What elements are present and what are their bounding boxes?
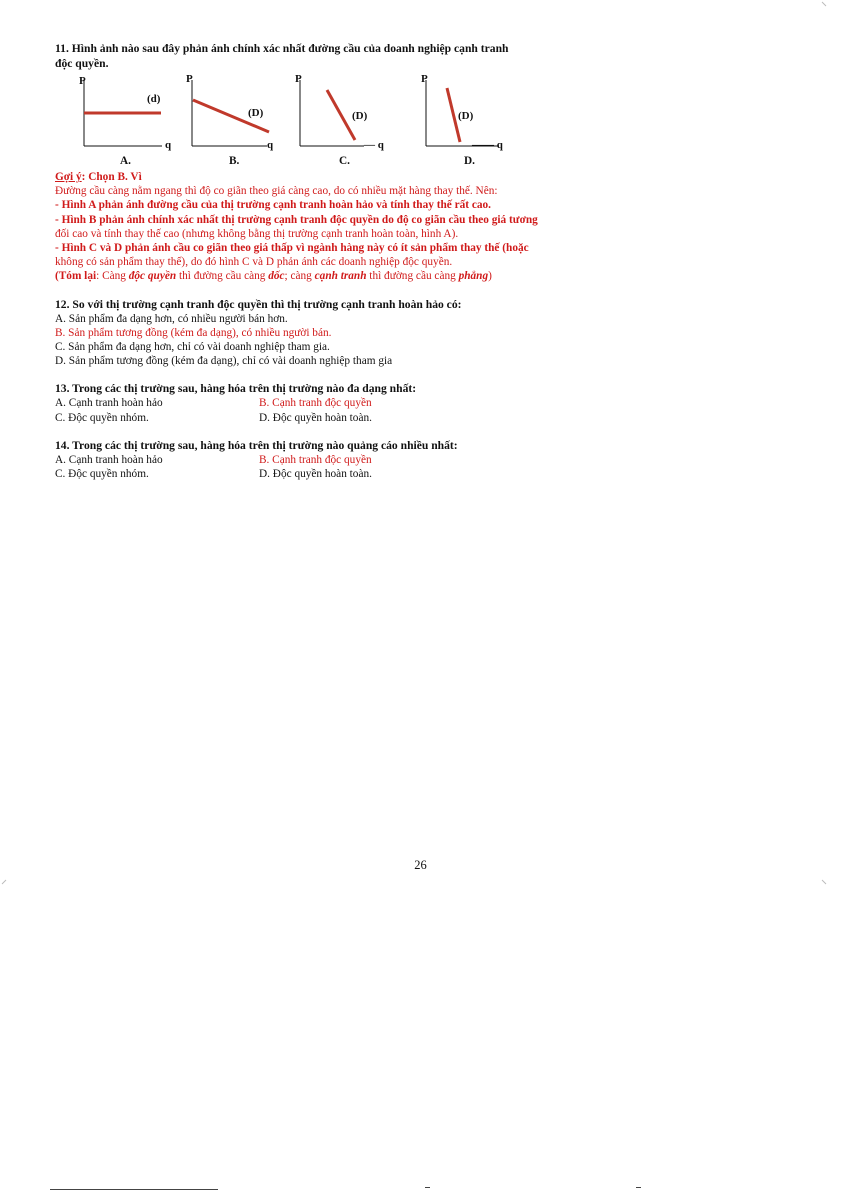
q14-option-b: B. Cạnh tranh độc quyền (259, 453, 372, 466)
graph-c-curve-label: (D) (352, 110, 368, 122)
graph-d-y-label: P (421, 73, 428, 85)
graph-a-y-label: P (79, 75, 86, 87)
q11-title-line2: độc quyền. (55, 57, 109, 70)
summary-part-3: ; càng (284, 270, 315, 283)
q13-title: 13. Trong các thị trường sau, hàng hóa trên thị trường nào đa dạng nhất: (55, 382, 417, 396)
q11-title-line1: 11. Hình ảnh nào sau đây phản ánh chính xác nhất đường cầu của doanh nghiệp cạnh tranh (55, 42, 509, 55)
q14-options-row-2 (55, 467, 595, 481)
summary-emphasis-4: phẳng (458, 270, 489, 283)
footer-tick-1 (425, 1187, 430, 1188)
graph-a (77, 74, 207, 170)
q12-option-c: C. Sản phẩm đa dạng hơn, chỉ có vài doanh nghiệp tham gia. (55, 341, 330, 354)
graph-d-plot (419, 74, 549, 170)
q11-graphs (55, 74, 595, 170)
summary-part-5: ) (488, 270, 492, 283)
explanation-line-6: không có sản phẩm thay thế), do đó hình C và D phản ánh các doanh nghiệp độc quyền. (55, 256, 453, 269)
hint-label: Gợi ý (55, 171, 82, 183)
explanation-line-1: Đường cầu càng nằm ngang thì độ co giãn theo giá càng cao, do có nhiều mặt hàng thay thế. Nên: (55, 185, 498, 198)
graph-d-x-label: —— q (472, 139, 503, 151)
page-number: 26 (414, 858, 427, 872)
q13-option-b: B. Cạnh tranh độc quyền (259, 397, 372, 410)
explanation-line-5: - Hình C và D phản ánh cầu co giãn theo giá thấp vì ngành hàng này có ít sản phẩm thay thế (hoặc (55, 242, 529, 255)
q12-option-a: A. Sản phẩm đa dạng hơn, có nhiều người bán hơn. (55, 312, 288, 325)
graph-c (296, 74, 426, 170)
q12-title: 12. So với thị trường cạnh tranh độc quyền thì thị trường cạnh tranh hoàn hảo có: (55, 297, 462, 311)
q14-options-row-1 (55, 453, 595, 467)
summary-part-2: thì đường cầu càng (176, 270, 269, 283)
q14-option-d: D. Độc quyền hoàn toàn. (259, 468, 372, 481)
q12-option-b: B. Sản phẩm tương đồng (kém đa dạng), có nhiều người bán. (55, 326, 332, 339)
explanation-line-3: - Hình B phản ánh chính xác nhất thị trường cạnh tranh độc quyền do độ co giãn cầu theo giá tương (55, 213, 538, 226)
graph-a-plot (77, 74, 207, 170)
graph-a-curve-label: (d) (147, 93, 161, 105)
graph-c-y-label: P (295, 73, 302, 85)
summary-emphasis-1: độc quyền (128, 270, 177, 283)
page-content (55, 41, 595, 481)
summary-line (55, 269, 595, 283)
summary-label: (Tóm lại (55, 270, 97, 283)
graph-c-demand-curve (327, 90, 355, 140)
footer-tick-2 (636, 1187, 641, 1188)
graph-b-caption: B. (229, 155, 240, 167)
summary-part-4: thì đường cầu càng (366, 270, 459, 283)
graph-d-curve-label: (D) (458, 110, 474, 122)
graph-b-y-label: P (186, 73, 193, 85)
graph-a-caption: A. (120, 155, 131, 167)
graph-b-x-label: q (267, 139, 274, 151)
graph-c-x-label: — q (364, 139, 384, 151)
explanation-line-4: đối cao và tính thay thế cao (nhưng không bằng thị trường cạnh tranh hoàn toàn, hình A). (55, 227, 459, 240)
q13-option-c: C. Độc quyền nhóm. (55, 411, 149, 424)
footer-rule (50, 1189, 218, 1190)
graph-d (419, 74, 549, 170)
q13-option-a: A. Cạnh tranh hoàn hảo (55, 397, 163, 410)
q14-option-c: C. Độc quyền nhóm. (55, 468, 149, 481)
q12-option-d: D. Sản phẩm tương đồng (kém đa dạng), chỉ có vài doanh nghiệp tham gia (55, 355, 393, 368)
explanation-line-2: - Hình A phản ánh đường cầu của thị trường cạnh tranh hoàn hảo và tính thay thế rất cao. (55, 199, 491, 212)
hint-answer: : Chọn B. Vì (81, 171, 142, 183)
graph-a-x-label: q (165, 139, 172, 151)
q13-option-d: D. Độc quyền hoàn toàn. (259, 411, 372, 424)
summary-emphasis-3: cạnh tranh (314, 270, 367, 283)
q13-options-row-1 (55, 396, 595, 410)
q11-hint (55, 170, 595, 184)
q13-options-row-2 (55, 411, 595, 425)
q14-option-a: A. Cạnh tranh hoàn hảo (55, 453, 163, 466)
graph-d-caption: D. (464, 155, 475, 167)
graph-c-caption: C. (339, 155, 350, 167)
summary-part-1: : Càng (96, 270, 129, 283)
q14-title: 14. Trong các thị trường sau, hàng hóa trên thị trường nào quảng cáo nhiều nhất: (55, 438, 458, 452)
summary-emphasis-2: dốc (268, 270, 285, 283)
graph-b-curve-label: (D) (248, 107, 264, 119)
